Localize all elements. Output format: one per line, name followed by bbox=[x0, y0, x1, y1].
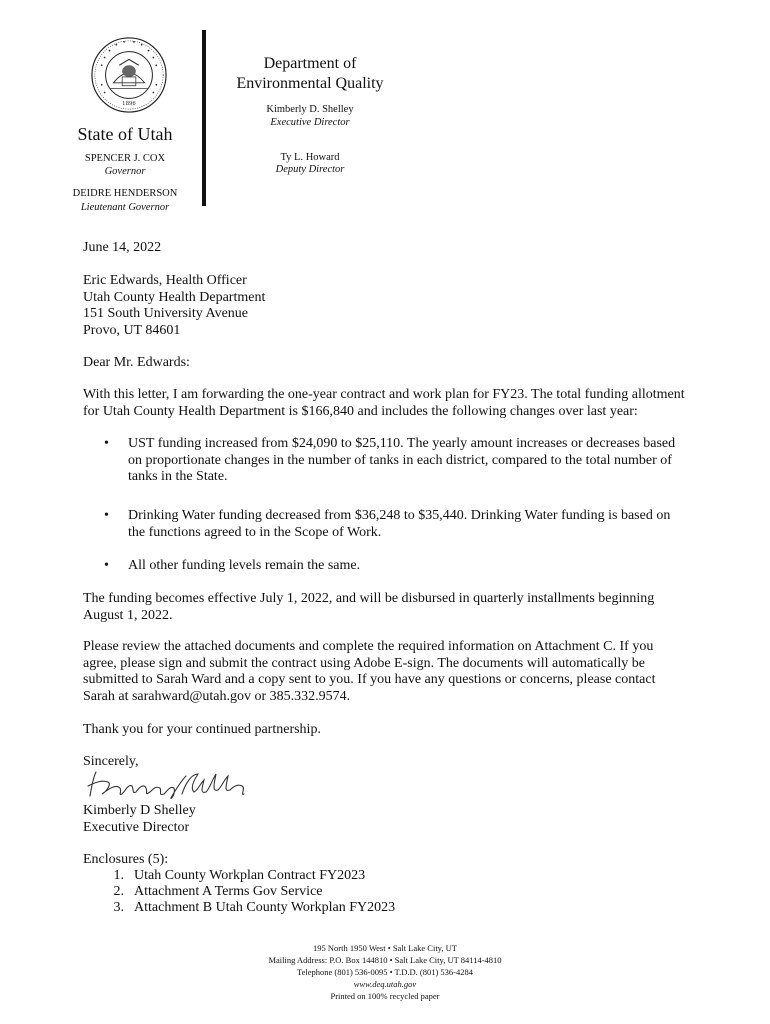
footer-mailing: Mailing Address: P.O. Box 144810 • Salt Lake City, UT 84114-4810 bbox=[268, 955, 502, 965]
department-line-2: Environmental Quality bbox=[236, 75, 384, 92]
recipient-line: Provo, UT 84601 bbox=[83, 322, 181, 338]
recipient-address bbox=[83, 273, 693, 339]
text-line: for Utah County Health Department is $166,840 and includes the following changes over last year: bbox=[83, 403, 638, 419]
bullet-marker: • bbox=[104, 436, 109, 451]
enclosure-item: Attachment B Utah County Workplan FY2023 bbox=[134, 900, 396, 915]
text-line: Please review the attached documents and complete the required information on Attachment C. If you bbox=[83, 639, 654, 654]
text-line: submitted to Sarah Ward and a copy sent to you. If you have any questions or concerns, please contact bbox=[83, 672, 656, 687]
bullet-marker: • bbox=[104, 508, 109, 523]
enclosure-item: Attachment A Terms Gov Service bbox=[134, 884, 323, 899]
bullet-item-other-funding bbox=[128, 558, 688, 575]
state-title: State of Utah bbox=[77, 124, 173, 144]
lt-governor-name: DEIDRE HENDERSON bbox=[72, 188, 178, 199]
department-name bbox=[210, 54, 410, 94]
exec-director-title: Executive Director bbox=[270, 117, 350, 128]
governor-name: SPENCER J. COX bbox=[84, 153, 166, 164]
text-line: on proportionate changes in the number of tanks in each district, compared to the total number of bbox=[128, 452, 672, 468]
text-line: August 1, 2022. bbox=[83, 607, 173, 623]
signer-title: Executive Director bbox=[83, 819, 190, 835]
letter-date: June 14, 2022 bbox=[83, 240, 162, 255]
closing-line: Sincerely, bbox=[83, 754, 139, 769]
footer bbox=[0, 942, 770, 1002]
bullet-marker: • bbox=[104, 558, 109, 573]
department-line-1: Department of bbox=[263, 55, 357, 72]
governor-title: Governor bbox=[104, 166, 146, 177]
deputy-director-title: Deputy Director bbox=[275, 164, 345, 175]
deputy-director-name: Ty L. Howard bbox=[280, 152, 340, 163]
signer-block bbox=[83, 803, 693, 836]
svg-text:1896: 1896 bbox=[122, 101, 136, 108]
enclosure-number: 2. bbox=[113, 884, 124, 899]
effective-paragraph bbox=[83, 591, 693, 624]
recipient-line: Eric Edwards, Health Officer bbox=[83, 273, 247, 288]
salutation: Dear Mr. Edwards: bbox=[83, 355, 190, 370]
bullet-item-ust bbox=[128, 436, 688, 486]
text-line: Sarah at sarahward@utah.gov or 385.332.9574. bbox=[83, 688, 351, 704]
footer-address: 195 North 1950 West • Salt Lake City, UT bbox=[313, 943, 457, 953]
text-line: Drinking Water funding decreased from $36,248 to $35,440. Drinking Water funding is based on bbox=[128, 508, 671, 523]
enclosure-item: Utah County Workplan Contract FY2023 bbox=[134, 868, 366, 883]
text-line: the functions agreed to in the Scope of Work. bbox=[128, 524, 382, 540]
bullet-item-drinking-water bbox=[128, 508, 688, 541]
review-paragraph bbox=[83, 639, 693, 705]
recipient-line: 151 South University Avenue bbox=[83, 306, 249, 321]
signer-name: Kimberly D Shelley bbox=[83, 803, 196, 818]
enclosure-number: 1. bbox=[113, 868, 124, 883]
thanks-line: Thank you for your continued partnership. bbox=[83, 722, 321, 737]
footer-recycled: Printed on 100% recycled paper bbox=[330, 991, 440, 1001]
footer-telephone: Telephone (801) 536-0095 • T.D.D. (801) 536-4284 bbox=[296, 967, 474, 977]
text-line: UST funding increased from $24,090 to $25,110. The yearly amount increases or decreases based bbox=[128, 436, 676, 451]
letterhead-divider bbox=[202, 30, 206, 206]
text-line: With this letter, I am forwarding the one-year contract and work plan for FY23. The total funding allotment bbox=[83, 387, 685, 402]
lt-governor-title: Lieutenant Governor bbox=[80, 202, 170, 213]
footer-website: www.deq.utah.gov bbox=[353, 979, 417, 989]
exec-director-name: Kimberly D. Shelley bbox=[266, 104, 354, 115]
text-line: The funding becomes effective July 1, 2022, and will be disbursed in quarterly installments beginning bbox=[83, 591, 655, 606]
enclosures-label: Enclosures (5): bbox=[83, 852, 169, 867]
text-line: agree, please sign and submit the contract using Adobe E-sign. The documents will automatically be bbox=[83, 655, 645, 671]
intro-paragraph bbox=[83, 387, 693, 420]
text-line: All other funding levels remain the same. bbox=[128, 558, 361, 573]
handwritten-signature bbox=[82, 766, 262, 804]
recipient-line: Utah County Health Department bbox=[83, 289, 266, 305]
text-line: tanks in the State. bbox=[128, 469, 228, 484]
state-seal-logo bbox=[90, 36, 168, 114]
enclosure-number: 3. bbox=[113, 900, 124, 915]
